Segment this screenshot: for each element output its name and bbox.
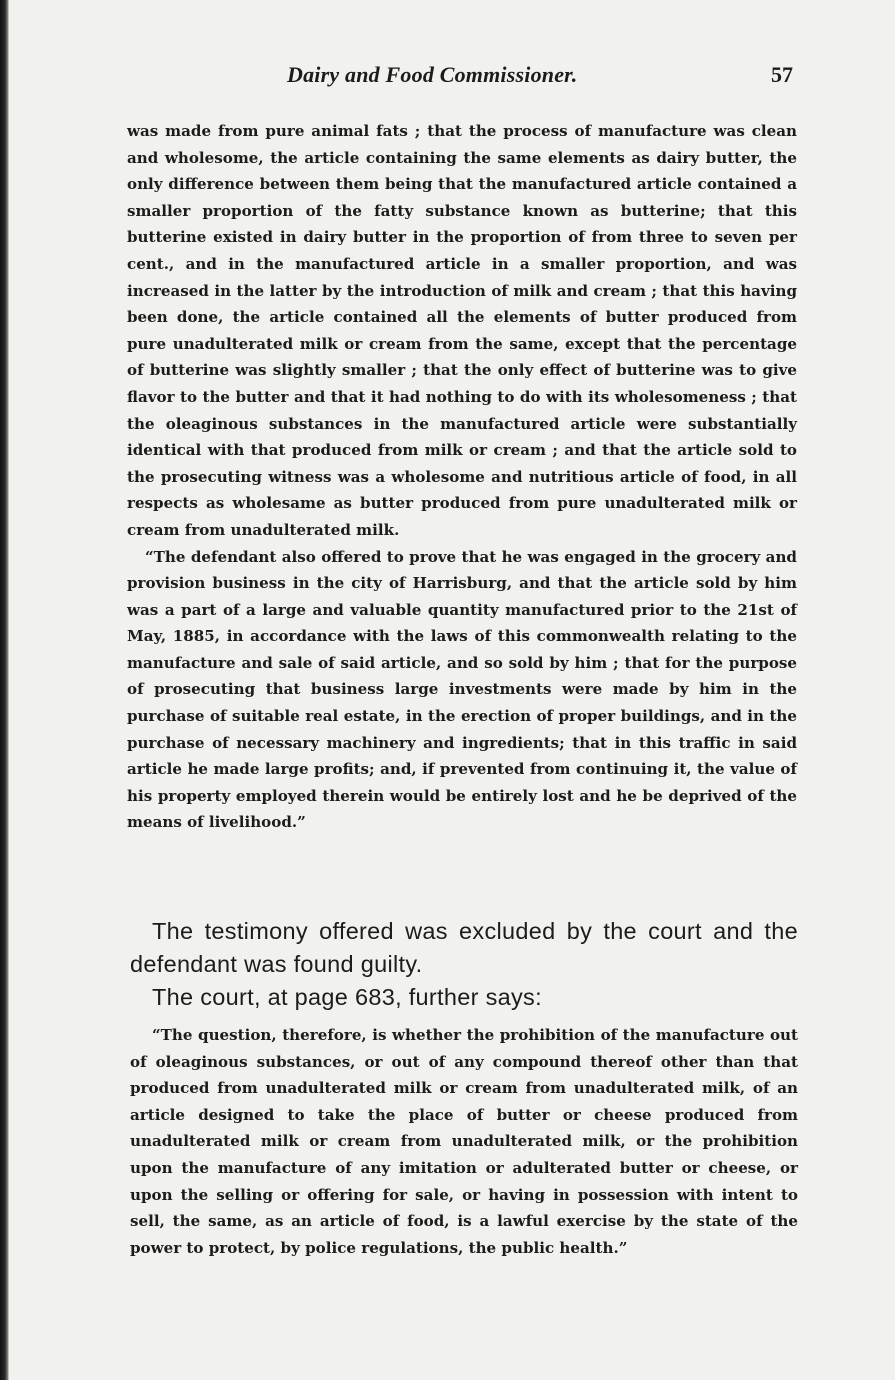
running-header: [125, 58, 795, 94]
running-title: Dairy and Food Commissioner.: [287, 62, 578, 87]
page-number: 57: [771, 62, 793, 87]
court-statement-1: The testimony offered was excluded by the court and the defendant was found guilty.: [130, 918, 798, 977]
court-statement-2: The court, at page 683, further says:: [152, 984, 542, 1010]
quote-paragraph-2: “The defendant also offered to prove that he was engaged in the grocery and provision business in the city of Harrisburg, and that the article sold by him was a part of a large and valuable quantity manufactured prior to the 21st of May, 1885, in accordance with the laws of this commonwealth relating to the manufacture and sale of said article, and so sold by him ; that for the purpose of prosecuting that business large investments were made by him in the purchase of suitable real estate, in the erection of proper buildings, and in the purchase of necessary machinery and ingredients; that in this traffic in said article he made large profits; and, if prevented from continuing it, the value of his property employed therein would be entirely lost and he be deprived of the means of livelihood.”: [127, 547, 797, 832]
court-statement-block: [130, 915, 798, 1014]
quoted-testimony-block: [127, 118, 797, 836]
quote-paragraph-3: “The question, therefore, is whether the prohibition of the manufacture out of oleaginous substances, or out of any compound thereof other than that produced from unadulterated milk or cream from unadulterated milk, of an article designed to take the place of butter or cheese produced from unadulterated milk or cream from unadulterated milk, or the prohibition upon the manufacture of any imitation or adulterated butter or cheese, or upon the selling or offering for sale, or having in possession with intent to sell, the same, as an article of food, is a lawful exercise by the state of the power to protect, by police regulations, the public health.”: [130, 1026, 798, 1257]
court-quote-block: [130, 1022, 798, 1261]
quote-paragraph-1: was made from pure animal fats ; that the process of manufacture was clean and wholesome, the article containing the same elements as dairy butter, the only difference between them being that the manufactured article contained a smaller proportion of the fatty substance known as butterine; that this butterine existed in dairy butter in the proportion of from three to seven per cent., and in the manufactured article in a smaller proportion, and was increased in the latter by the introduction of milk and cream ; that this having been done, the article contained all the elements of butter produced from pure unadulterated milk or cream from the same, except that the percentage of butterine was slightly smaller ; that the only effect of butterine was to give flavor to the butter and that it had nothing to do with its wholesomeness ; that the oleaginous substances in the manufactured article were substantially identical with that produced from milk or cream ; and that the article sold to the prosecuting witness was a wholesome and nutritious article of food, in all respects as wholesame as butter produced from pure unadulterated milk or cream from unadulterated milk.: [127, 122, 797, 539]
